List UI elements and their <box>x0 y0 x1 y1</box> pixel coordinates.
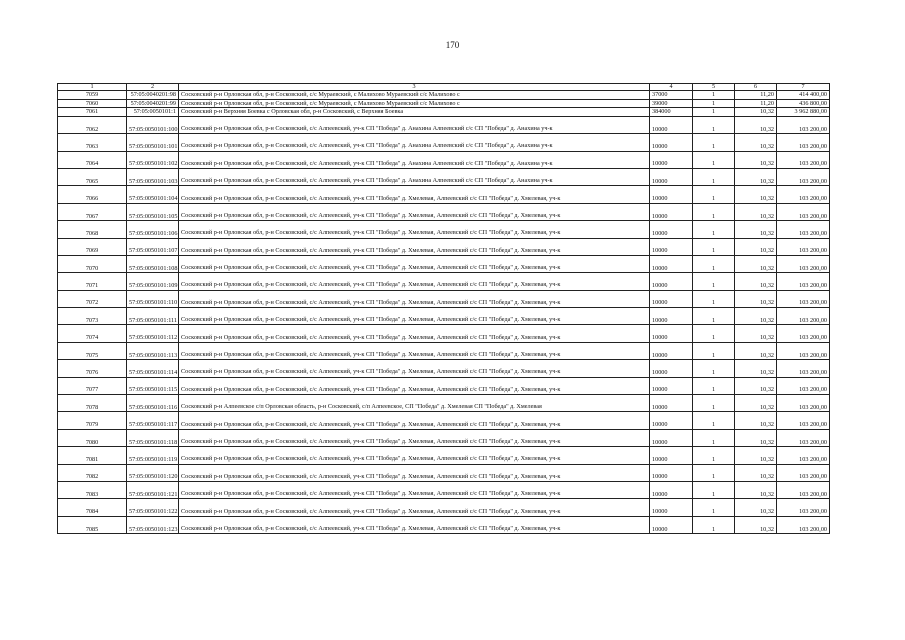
address-description: Сосковский р-н Орловская обл, р-н Сосковский, с/с Алпеевский, уч-к СП "Победа" д. Хмелевая, Алпеевский с/с СП "Победа" д. Хмелевая, уч-к <box>179 203 650 220</box>
row-number: 7068 <box>58 221 127 238</box>
row-number: 7079 <box>58 412 127 429</box>
rate-value: 10,32 <box>735 273 777 290</box>
rate-value: 10,32 <box>735 116 777 133</box>
column-number: 2 <box>127 84 179 91</box>
cadastral-number: 57:05:0050101:121 <box>127 481 179 498</box>
sum-value: 103 200,00 <box>777 308 830 325</box>
count-value: 1 <box>693 481 735 498</box>
table-row <box>58 290 830 307</box>
count-value: 1 <box>693 395 735 412</box>
rate-value: 10,32 <box>735 464 777 481</box>
row-number: 7061 <box>58 108 127 117</box>
count-value: 1 <box>693 255 735 272</box>
area-value: 10000 <box>650 342 693 359</box>
sum-value: 103 200,00 <box>777 395 830 412</box>
row-number: 7084 <box>58 499 127 516</box>
table-row <box>58 325 830 342</box>
area-value: 10000 <box>650 151 693 168</box>
row-number: 7074 <box>58 325 127 342</box>
sum-value: 103 200,00 <box>777 238 830 255</box>
rate-value: 10,32 <box>735 377 777 394</box>
address-description: Сосковский р-н Орловская обл, р-н Сосковский, с/с Мураевский, с Малихово Мураевский с/с Малихово с <box>179 99 650 108</box>
cadastral-number: 57:05:0050101:123 <box>127 516 179 533</box>
count-value: 1 <box>693 221 735 238</box>
table-row <box>58 273 830 290</box>
table-row <box>58 377 830 394</box>
table-row <box>58 447 830 464</box>
cadastral-number: 57:05:0050101:115 <box>127 377 179 394</box>
address-description: Сосковский р-н Орловская обл, р-н Сосковский, с/с Алпеевский, уч-к СП "Победа" д. Хмелевая, Алпеевский с/с СП "Победа" д. Хмелевая, уч-к <box>179 412 650 429</box>
row-number: 7072 <box>58 290 127 307</box>
count-value: 1 <box>693 238 735 255</box>
sum-value: 3 962 880,00 <box>777 108 830 117</box>
count-value: 1 <box>693 447 735 464</box>
address-description: Сосковский р-н Орловская обл, р-н Сосковский, с/с Алпеевский, уч-к СП "Победа" д. Хмелевая, Алпеевский с/с СП "Победа" д. Хмелевая, уч-к <box>179 238 650 255</box>
sum-value: 103 200,00 <box>777 412 830 429</box>
column-number: 4 <box>650 84 693 91</box>
rate-value: 10,32 <box>735 308 777 325</box>
row-number: 7083 <box>58 481 127 498</box>
area-value: 10000 <box>650 377 693 394</box>
area-value: 10000 <box>650 360 693 377</box>
table-row <box>58 360 830 377</box>
column-number: 3 <box>179 84 650 91</box>
area-value: 10000 <box>650 516 693 533</box>
table-row <box>58 108 830 117</box>
row-number: 7067 <box>58 203 127 220</box>
sum-value: 103 200,00 <box>777 186 830 203</box>
rate-value: 10,32 <box>735 238 777 255</box>
cadastral-number: 57:05:0050101:116 <box>127 395 179 412</box>
address-description: Сосковский р-н Орловская обл, р-н Сосковский, с/с Алпеевский, уч-к СП "Победа" д. Анахина Алпеевский с/с СП "Победа" д. Анахина уч-к <box>179 151 650 168</box>
cadastral-number: 57:05:0050101:122 <box>127 499 179 516</box>
address-description: Сосковский р-н Верхняя Боевка с Орловская обл, р-н Сосковский, с Верхняя Боевка <box>179 108 650 117</box>
table-row <box>58 429 830 446</box>
area-value: 10000 <box>650 116 693 133</box>
rate-value: 10,32 <box>735 360 777 377</box>
address-description: Сосковский р-н Орловская обл, р-н Сосковский, с/с Алпеевский, уч-к СП "Победа" д. Хмелевая, Алпеевский с/с СП "Победа" д. Хмелевая, уч-к <box>179 481 650 498</box>
table-row <box>58 342 830 359</box>
count-value: 1 <box>693 151 735 168</box>
rate-value: 10,32 <box>735 412 777 429</box>
count-value: 1 <box>693 516 735 533</box>
address-description: Сосковский р-н Орловская обл, р-н Сосковский, с/с Алпеевский, уч-к СП "Победа" д. Хмелевая, Алпеевский с/с СП "Победа" д. Хмелевая, уч-к <box>179 360 650 377</box>
table-row <box>58 255 830 272</box>
count-value: 1 <box>693 91 735 100</box>
table-row <box>58 238 830 255</box>
address-description: Сосковский р-н Орловская обл, р-н Сосковский, с/с Алпеевский, уч-к СП "Победа" д. Хмелевая, Алпеевский с/с СП "Победа" д. Хмелевая, уч-к <box>179 464 650 481</box>
address-description: Сосковский р-н Орловская обл, р-н Сосковский, с/с Алпеевский, уч-к СП "Победа" д. Анахина Алпеевский с/с СП "Победа" д. Анахина уч-к <box>179 168 650 185</box>
rate-value: 11,20 <box>735 99 777 108</box>
table-row <box>58 168 830 185</box>
area-value: 10000 <box>650 273 693 290</box>
area-value: 10000 <box>650 255 693 272</box>
row-number: 7080 <box>58 429 127 446</box>
address-description: Сосковский р-н Орловская обл, р-н Сосковский, с/с Алпеевский, уч-к СП "Победа" д. Хмелевая, Алпеевский с/с СП "Победа" д. Хмелевая, уч-к <box>179 429 650 446</box>
count-value: 1 <box>693 168 735 185</box>
cadastral-number: 57:05:0040201:98 <box>127 91 179 100</box>
sum-value: 103 200,00 <box>777 516 830 533</box>
cadastral-number: 57:05:0050101:108 <box>127 255 179 272</box>
area-value: 10000 <box>650 325 693 342</box>
cadastral-number: 57:05:0050101:110 <box>127 290 179 307</box>
cadastral-number: 57:05:0050101:106 <box>127 221 179 238</box>
sum-value: 414 400,00 <box>777 91 830 100</box>
count-value: 1 <box>693 99 735 108</box>
row-number: 7085 <box>58 516 127 533</box>
table-row <box>58 499 830 516</box>
address-description: Сосковский р-н Орловская обл, р-н Сосковский, с/с Алпеевский, уч-к СП "Победа" д. Хмелевая, Алпеевский с/с СП "Победа" д. Хмелевая, уч-к <box>179 186 650 203</box>
sum-value: 103 200,00 <box>777 273 830 290</box>
address-description: Сосковский р-н Орловская обл, р-н Сосковский, с/с Алпеевский, уч-к СП "Победа" д. Хмелевая, Алпеевский с/с СП "Победа" д. Хмелевая, уч-к <box>179 255 650 272</box>
area-value: 10000 <box>650 447 693 464</box>
address-description: Сосковский р-н Орловская обл, р-н Сосковский, с/с Алпеевский, уч-к СП "Победа" д. Хмелевая, Алпеевский с/с СП "Победа" д. Хмелевая, уч-к <box>179 499 650 516</box>
sum-value: 103 200,00 <box>777 151 830 168</box>
count-value: 1 <box>693 290 735 307</box>
sum-value: 103 200,00 <box>777 464 830 481</box>
row-number: 7071 <box>58 273 127 290</box>
address-description: Сосковский р-н Орловская обл, р-н Сосковский, с/с Алпеевский, уч-к СП "Победа" д. Хмелевая, Алпеевский с/с СП "Победа" д. Хмелевая, уч-к <box>179 377 650 394</box>
cadastral-number: 57:05:0050101:112 <box>127 325 179 342</box>
rate-value: 10,32 <box>735 429 777 446</box>
table-row <box>58 464 830 481</box>
sum-value: 103 200,00 <box>777 447 830 464</box>
cadastral-number: 57:05:0050101:104 <box>127 186 179 203</box>
row-number: 7069 <box>58 238 127 255</box>
row-number: 7078 <box>58 395 127 412</box>
column-number: 7 <box>777 84 830 91</box>
address-description: Сосковский р-н Орловская обл, р-н Сосковский, с/с Алпеевский, уч-к СП "Победа" д. Хмелевая, Алпеевский с/с СП "Победа" д. Хмелевая, уч-к <box>179 325 650 342</box>
address-description: Сосковский р-н Алпеевское с/п Орловская область, р-н Сосковский, с/п Алпеевское, СП "Победа" д. Хмелевая СП "Победа" д. Хмелевая <box>179 395 650 412</box>
area-value: 10000 <box>650 186 693 203</box>
area-value: 384000 <box>650 108 693 117</box>
row-number: 7082 <box>58 464 127 481</box>
table-row <box>58 412 830 429</box>
sum-value: 103 200,00 <box>777 255 830 272</box>
cadastral-number: 57:05:0050101:100 <box>127 116 179 133</box>
table-row <box>58 116 830 133</box>
cadastral-number: 57:05:0050101:118 <box>127 429 179 446</box>
cadastral-number: 57:05:0050101:109 <box>127 273 179 290</box>
count-value: 1 <box>693 203 735 220</box>
table-row <box>58 134 830 151</box>
rate-value: 11,20 <box>735 91 777 100</box>
row-number: 7063 <box>58 134 127 151</box>
row-number: 7066 <box>58 186 127 203</box>
rate-value: 10,32 <box>735 108 777 117</box>
count-value: 1 <box>693 308 735 325</box>
row-number: 7073 <box>58 308 127 325</box>
row-number: 7076 <box>58 360 127 377</box>
area-value: 10000 <box>650 134 693 151</box>
count-value: 1 <box>693 134 735 151</box>
row-number: 7060 <box>58 99 127 108</box>
cadastral-number: 57:05:0050101:119 <box>127 447 179 464</box>
rate-value: 10,32 <box>735 255 777 272</box>
cadastral-number: 57:05:0050101:102 <box>127 151 179 168</box>
row-number: 7077 <box>58 377 127 394</box>
count-value: 1 <box>693 377 735 394</box>
column-number: 1 <box>58 84 127 91</box>
rate-value: 10,32 <box>735 395 777 412</box>
count-value: 1 <box>693 342 735 359</box>
table-row <box>58 395 830 412</box>
table-row <box>58 151 830 168</box>
address-description: Сосковский р-н Орловская обл, р-н Сосковский, с/с Алпеевский, уч-к СП "Победа" д. Хмелевая, Алпеевский с/с СП "Победа" д. Хмелевая, уч-к <box>179 308 650 325</box>
rate-value: 10,32 <box>735 499 777 516</box>
count-value: 1 <box>693 429 735 446</box>
rate-value: 10,32 <box>735 342 777 359</box>
sum-value: 103 200,00 <box>777 325 830 342</box>
sum-value: 103 200,00 <box>777 134 830 151</box>
area-value: 10000 <box>650 464 693 481</box>
sum-value: 103 200,00 <box>777 203 830 220</box>
area-value: 10000 <box>650 308 693 325</box>
cadastral-number: 57:05:0050101:105 <box>127 203 179 220</box>
rate-value: 10,32 <box>735 447 777 464</box>
count-value: 1 <box>693 412 735 429</box>
count-value: 1 <box>693 360 735 377</box>
count-value: 1 <box>693 464 735 481</box>
row-number: 7081 <box>58 447 127 464</box>
sum-value: 103 200,00 <box>777 116 830 133</box>
rate-value: 10,32 <box>735 481 777 498</box>
rate-value: 10,32 <box>735 151 777 168</box>
cadastral-number: 57:05:0040201:99 <box>127 99 179 108</box>
sum-value: 103 200,00 <box>777 481 830 498</box>
rate-value: 10,32 <box>735 168 777 185</box>
area-value: 10000 <box>650 395 693 412</box>
address-description: Сосковский р-н Орловская обл, р-н Сосковский, с/с Алпеевский, уч-к СП "Победа" д. Анахина Алпеевский с/с СП "Победа" д. Анахина уч-к <box>179 116 650 133</box>
row-number: 7062 <box>58 116 127 133</box>
sum-value: 103 200,00 <box>777 499 830 516</box>
address-description: Сосковский р-н Орловская обл, р-н Сосковский, с/с Алпеевский, уч-к СП "Победа" д. Анахина Алпеевский с/с СП "Победа" д. Анахина уч-к <box>179 134 650 151</box>
table-row <box>58 481 830 498</box>
area-value: 10000 <box>650 412 693 429</box>
row-number: 7059 <box>58 91 127 100</box>
rate-value: 10,32 <box>735 290 777 307</box>
area-value: 10000 <box>650 499 693 516</box>
table-row <box>58 99 830 108</box>
cadastral-number: 57:05:0050101:107 <box>127 238 179 255</box>
sum-value: 103 200,00 <box>777 360 830 377</box>
address-description: Сосковский р-н Орловская обл, р-н Сосковский, с/с Алпеевский, уч-к СП "Победа" д. Хмелевая, Алпеевский с/с СП "Победа" д. Хмелевая, уч-к <box>179 447 650 464</box>
column-number: 6 <box>735 84 777 91</box>
rate-value: 10,32 <box>735 186 777 203</box>
count-value: 1 <box>693 116 735 133</box>
rate-value: 10,32 <box>735 134 777 151</box>
table-body <box>58 91 830 534</box>
sum-value: 103 200,00 <box>777 377 830 394</box>
area-value: 10000 <box>650 221 693 238</box>
area-value: 10000 <box>650 481 693 498</box>
table-row <box>58 308 830 325</box>
cadastral-number: 57:05:0050101:114 <box>127 360 179 377</box>
count-value: 1 <box>693 273 735 290</box>
address-description: Сосковский р-н Орловская обл, р-н Сосковский, с/с Алпеевский, уч-к СП "Победа" д. Хмелевая, Алпеевский с/с СП "Победа" д. Хмелевая, уч-к <box>179 273 650 290</box>
table-row <box>58 203 830 220</box>
cadastral-number: 57:05:0050101:113 <box>127 342 179 359</box>
area-value: 10000 <box>650 203 693 220</box>
row-number: 7064 <box>58 151 127 168</box>
table-row <box>58 221 830 238</box>
cadastral-number: 57:05:0050101:1 <box>127 108 179 117</box>
row-number: 7065 <box>58 168 127 185</box>
count-value: 1 <box>693 499 735 516</box>
sum-value: 436 800,00 <box>777 99 830 108</box>
sum-value: 103 200,00 <box>777 290 830 307</box>
sum-value: 103 200,00 <box>777 221 830 238</box>
address-description: Сосковский р-н Орловская обл, р-н Сосковский, с/с Мураевский, с Малихово Мураевский с/с Малихово с <box>179 91 650 100</box>
cadastral-number: 57:05:0050101:111 <box>127 308 179 325</box>
address-description: Сосковский р-н Орловская обл, р-н Сосковский, с/с Алпеевский, уч-к СП "Победа" д. Хмелевая, Алпеевский с/с СП "Победа" д. Хмелевая, уч-к <box>179 516 650 533</box>
sum-value: 103 200,00 <box>777 168 830 185</box>
table-row <box>58 91 830 100</box>
rate-value: 10,32 <box>735 221 777 238</box>
cadastral-number: 57:05:0050101:120 <box>127 464 179 481</box>
cadastral-number: 57:05:0050101:101 <box>127 134 179 151</box>
area-value: 10000 <box>650 429 693 446</box>
address-description: Сосковский р-н Орловская обл, р-н Сосковский, с/с Алпеевский, уч-к СП "Победа" д. Хмелевая, Алпеевский с/с СП "Победа" д. Хмелевая, уч-к <box>179 221 650 238</box>
row-number: 7070 <box>58 255 127 272</box>
address-description: Сосковский р-н Орловская обл, р-н Сосковский, с/с Алпеевский, уч-к СП "Победа" д. Хмелевая, Алпеевский с/с СП "Победа" д. Хмелевая, уч-к <box>179 290 650 307</box>
rate-value: 10,32 <box>735 516 777 533</box>
rate-value: 10,32 <box>735 203 777 220</box>
rate-value: 10,32 <box>735 325 777 342</box>
area-value: 10000 <box>650 290 693 307</box>
registry-table <box>57 83 830 534</box>
address-description: Сосковский р-н Орловская обл, р-н Сосковский, с/с Алпеевский, уч-к СП "Победа" д. Хмелевая, Алпеевский с/с СП "Победа" д. Хмелевая, уч-к <box>179 342 650 359</box>
page-number: 170 <box>445 40 460 50</box>
table-row <box>58 516 830 533</box>
table-row <box>58 186 830 203</box>
cadastral-number: 57:05:0050101:117 <box>127 412 179 429</box>
count-value: 1 <box>693 325 735 342</box>
count-value: 1 <box>693 186 735 203</box>
area-value: 39000 <box>650 99 693 108</box>
cadastral-number: 57:05:0050101:103 <box>127 168 179 185</box>
column-number-row <box>58 84 830 91</box>
count-value: 1 <box>693 108 735 117</box>
area-value: 10000 <box>650 238 693 255</box>
area-value: 10000 <box>650 168 693 185</box>
row-number: 7075 <box>58 342 127 359</box>
sum-value: 103 200,00 <box>777 342 830 359</box>
column-number: 5 <box>693 84 735 91</box>
area-value: 37000 <box>650 91 693 100</box>
sum-value: 103 200,00 <box>777 429 830 446</box>
